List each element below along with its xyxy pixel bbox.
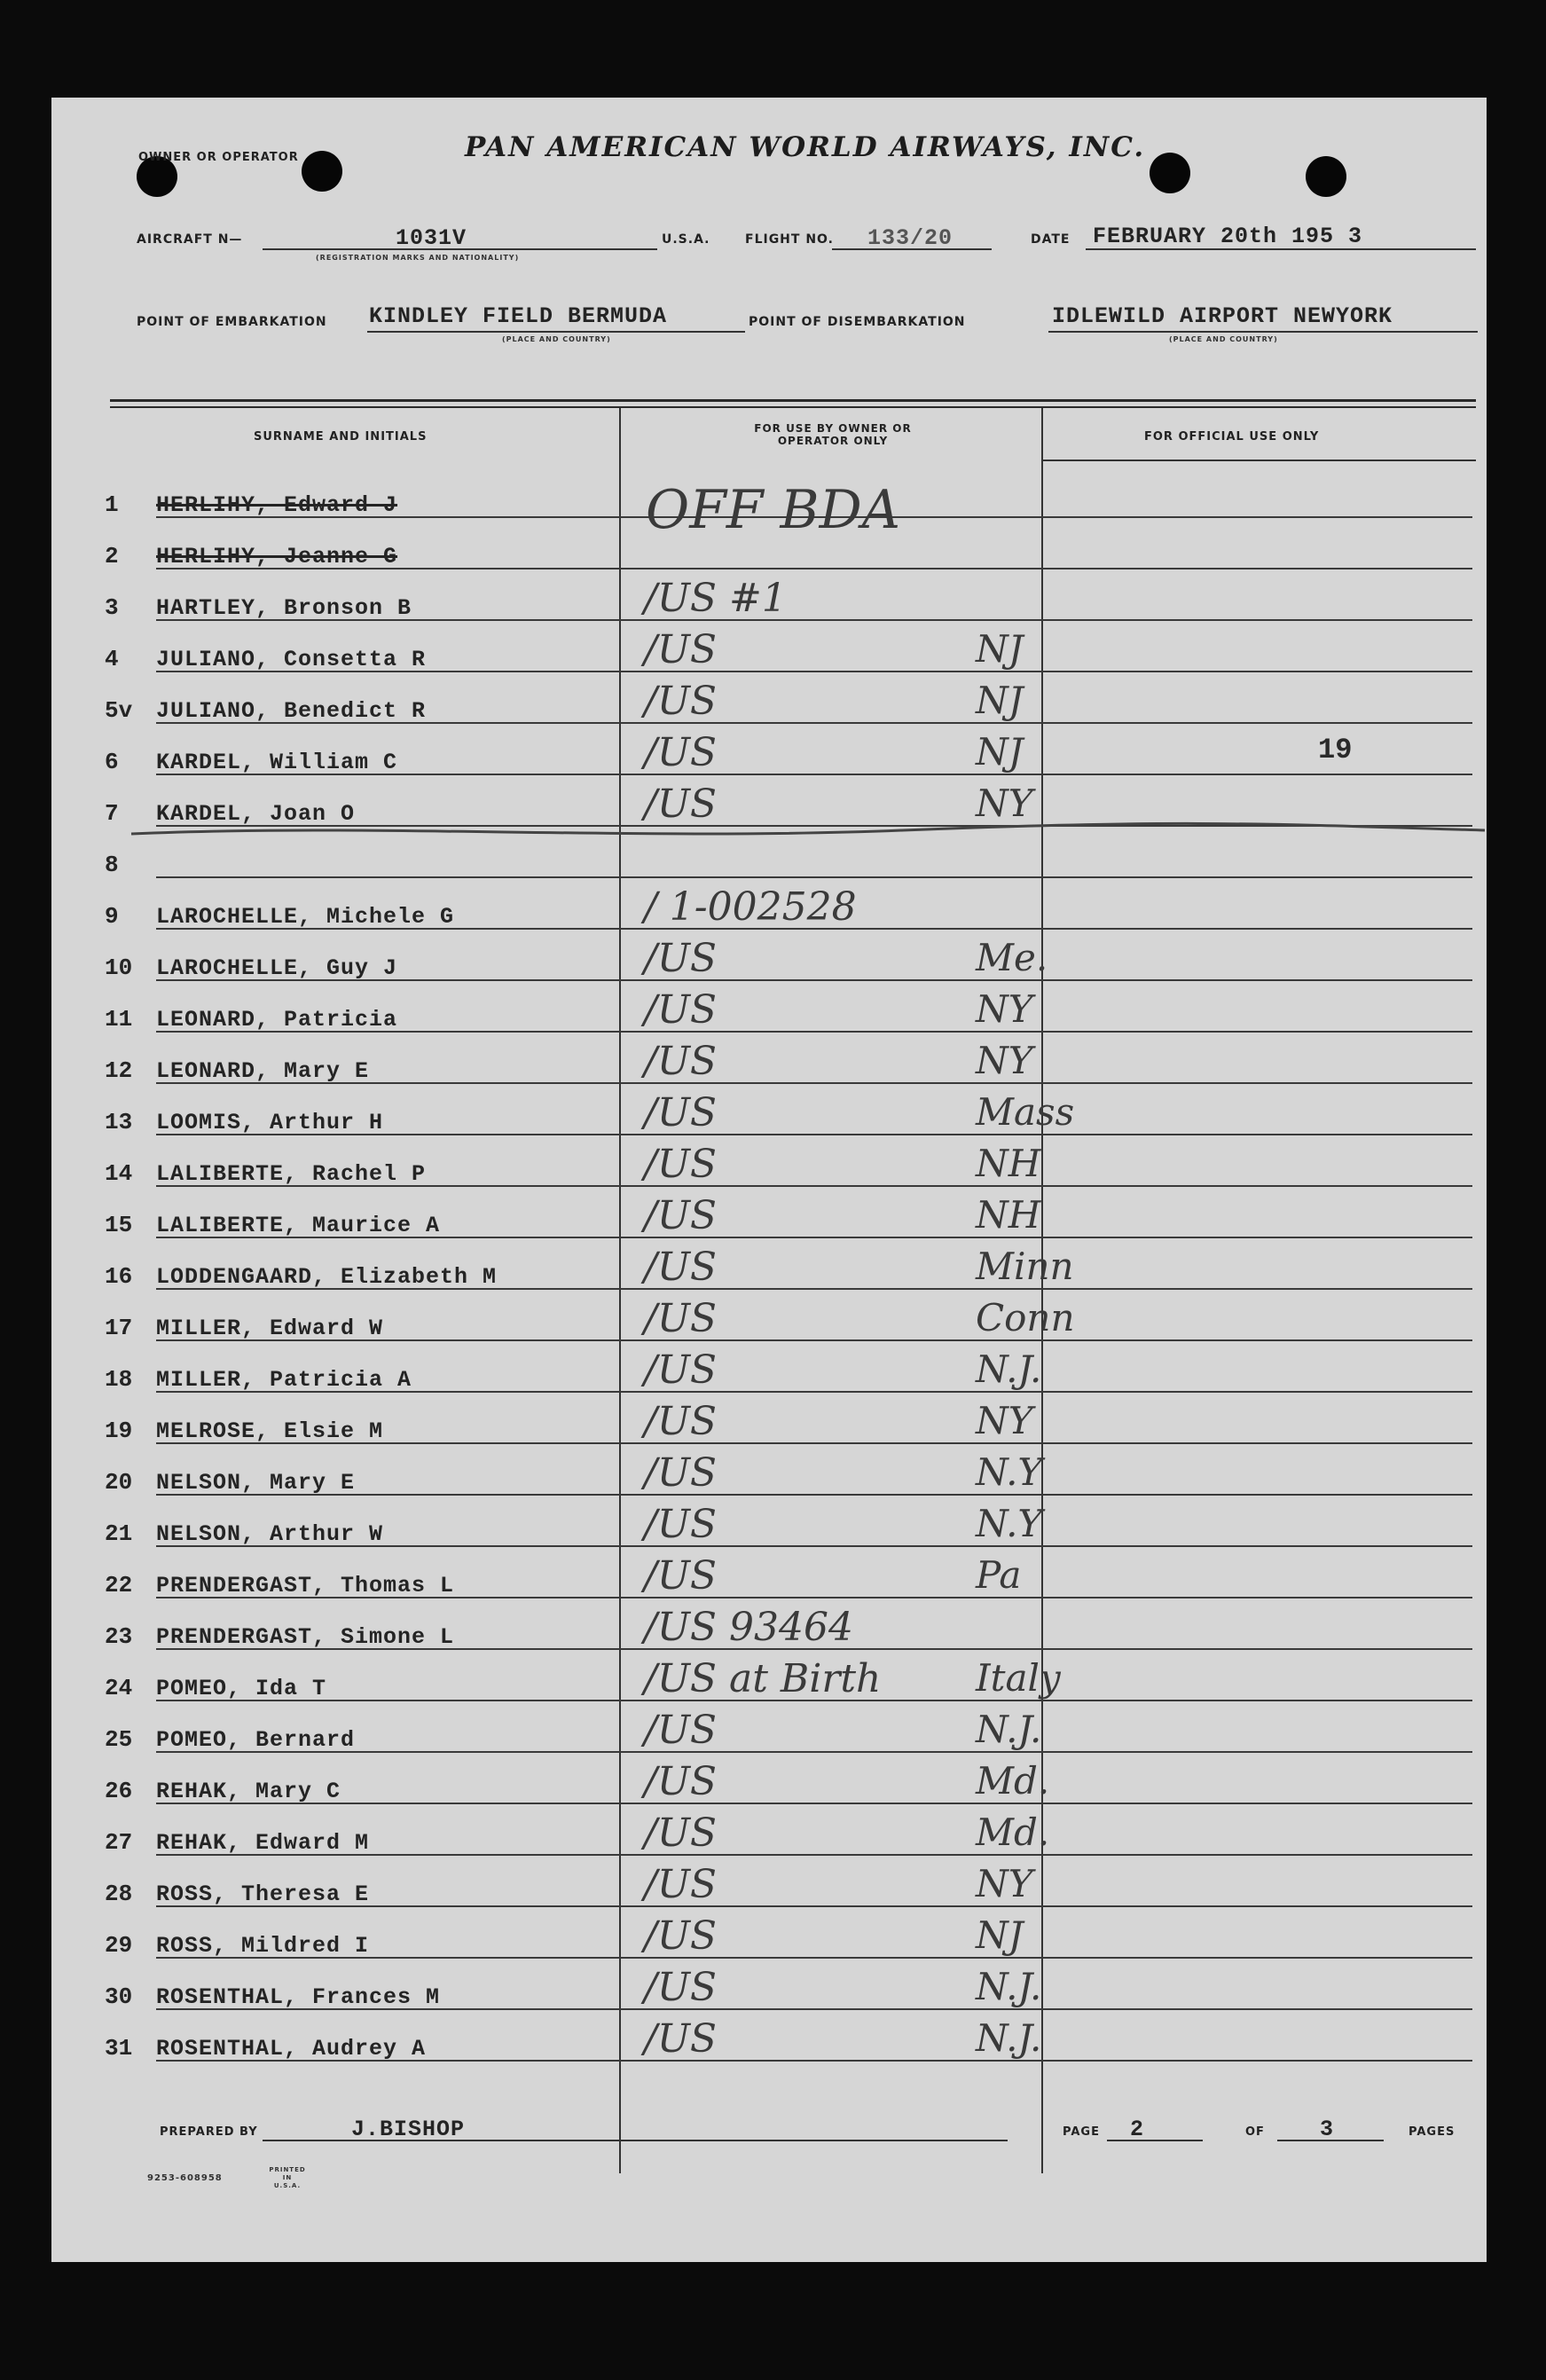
table-row	[51, 1242, 1488, 1293]
state-note: Italy	[976, 1656, 1061, 1700]
flight-value: 133/20	[867, 225, 953, 251]
state-note: NJ	[976, 730, 1024, 774]
owner-note: /US	[644, 1913, 718, 1959]
passenger-name: ROSENTHAL, Audrey A	[156, 2036, 427, 2062]
owner-note: /US	[644, 1965, 718, 2010]
passenger-name: LEONARD, Mary E	[156, 1058, 370, 1084]
owner-note: /US	[644, 1862, 718, 1907]
owner-note: /US	[644, 1296, 718, 1341]
passenger-name: MILLER, Patricia A	[156, 1367, 412, 1393]
passenger-name: LAROCHELLE, Michele G	[156, 904, 455, 930]
date-label: DATE	[1031, 232, 1071, 247]
usa-label: U.S.A.	[662, 232, 710, 247]
owner-note: /US	[644, 987, 718, 1033]
passenger-name: LALIBERTE, Maurice A	[156, 1213, 441, 1238]
embark-label: POINT OF EMBARKATION	[137, 315, 327, 329]
form-number: 9253-608958	[147, 2173, 223, 2183]
owner-note: /US 93464	[644, 1605, 854, 1650]
owner-note: / 1-002528	[644, 884, 857, 930]
page-value: 2	[1130, 2117, 1145, 2142]
state-note: N.J.	[976, 1708, 1042, 1751]
passenger-name: POMEO, Bernard	[156, 1727, 356, 1753]
row-number: 31	[105, 2035, 133, 2062]
row-number: 2	[105, 543, 119, 569]
owner-note: /US	[644, 1811, 718, 1856]
row-number: 11	[105, 1006, 133, 1033]
disembark-caption: (PLACE AND COUNTRY)	[1169, 335, 1278, 343]
owner-label: OWNER OR OPERATOR	[138, 151, 299, 164]
col-header-owner: FOR USE BY OWNER OR OPERATOR ONLY	[754, 422, 912, 447]
row-number: 5v	[105, 697, 133, 724]
owner-note: /US	[644, 1502, 718, 1547]
row-number: 19	[105, 1418, 133, 1444]
of-value: 3	[1320, 2117, 1335, 2142]
owner-note: /US at Birth	[644, 1656, 882, 1701]
row-number: 6	[105, 749, 119, 775]
row-number: 12	[105, 1057, 133, 1084]
table-row	[51, 1808, 1488, 1859]
strike-through-line	[105, 814, 1488, 850]
disembark-label: POINT OF DISEMBARKATION	[749, 315, 966, 329]
table-row	[51, 1653, 1488, 1705]
table-row	[51, 1190, 1488, 1242]
row-number: 7	[105, 800, 119, 827]
table-row	[51, 1962, 1488, 2014]
owner-note: /US	[644, 2016, 718, 2062]
row-number: 24	[105, 1675, 133, 1701]
table-row	[51, 933, 1488, 985]
owner-note: /US	[644, 1399, 718, 1444]
state-note: NJ	[976, 627, 1024, 671]
row-number: 25	[105, 1726, 133, 1753]
aircraft-label: AIRCRAFT N—	[137, 232, 243, 247]
state-note: NH	[976, 1193, 1041, 1237]
owner-note: /US	[644, 1347, 718, 1393]
owner-note: /US	[644, 1039, 718, 1084]
row-number: 28	[105, 1881, 133, 1907]
punch-hole	[302, 151, 342, 192]
row-number: 29	[105, 1932, 133, 1959]
owner-note: /US	[644, 730, 718, 775]
passenger-name: POMEO, Ida T	[156, 1676, 327, 1701]
row-number: 30	[105, 1983, 133, 2010]
owner-note: /US	[644, 1142, 718, 1187]
table-row	[51, 1859, 1488, 1911]
col-header-official: FOR OFFICIAL USE ONLY	[1144, 430, 1320, 444]
passenger-name: ROSENTHAL, Frances M	[156, 1984, 441, 2010]
table-row	[51, 470, 1488, 541]
owner-note: /US	[644, 679, 718, 724]
punch-hole	[1306, 156, 1346, 197]
passenger-name: MILLER, Edward W	[156, 1316, 384, 1341]
state-note: N.J.	[976, 1347, 1042, 1391]
owner-note: /US	[644, 1450, 718, 1496]
row-number: 9	[105, 903, 119, 930]
prepared-value: J.BISHOP	[351, 2117, 466, 2142]
owner-note: /US	[644, 1708, 718, 1753]
header-rule	[1043, 460, 1476, 461]
table-top-rule	[110, 399, 1476, 402]
passenger-name: NELSON, Mary E	[156, 1470, 356, 1496]
owner-note: /US	[644, 1193, 718, 1238]
table-row	[51, 1756, 1488, 1808]
col-header-names: SURNAME AND INITIALS	[254, 430, 428, 444]
table-row	[51, 624, 1488, 676]
owner-note: /US	[644, 627, 718, 672]
passenger-name: KARDEL, William C	[156, 750, 398, 775]
table-row	[51, 522, 1488, 573]
row-number: 10	[105, 954, 133, 981]
state-note: NY	[976, 782, 1033, 825]
prepared-label: PREPARED BY	[160, 2125, 258, 2139]
passenger-name: ROSS, Theresa E	[156, 1881, 370, 1907]
embark-caption: (PLACE AND COUNTRY)	[502, 335, 611, 343]
owner-note: /US	[644, 936, 718, 981]
passenger-name: LOOMIS, Arthur H	[156, 1110, 384, 1135]
row-number: 3	[105, 594, 119, 621]
table-row	[51, 1036, 1488, 1088]
row-number: 18	[105, 1366, 133, 1393]
table-row	[51, 985, 1488, 1036]
passenger-name: LODDENGAARD, Elizabeth M	[156, 1264, 498, 1290]
table-row	[51, 573, 1488, 624]
passenger-name: HERLIHY, Jeanne G	[156, 544, 398, 569]
row-number: 22	[105, 1572, 133, 1598]
state-note: N.J.	[976, 1965, 1042, 2008]
passenger-name: ROSS, Mildred I	[156, 1933, 370, 1959]
passenger-name: JULIANO, Consetta R	[156, 647, 427, 672]
table-row	[51, 1139, 1488, 1190]
state-note: Minn	[976, 1245, 1074, 1288]
flight-label: FLIGHT NO.	[745, 232, 834, 247]
row-number: 8	[105, 852, 119, 878]
disembark-value: IDLEWILD AIRPORT NEWYORK	[1052, 303, 1393, 329]
owner-note: /US	[644, 1553, 718, 1598]
row-number: 20	[105, 1469, 133, 1496]
state-note: N.Y	[976, 1450, 1043, 1494]
passenger-name: JULIANO, Benedict R	[156, 698, 427, 724]
table-row	[51, 1293, 1488, 1345]
state-note: Conn	[976, 1296, 1075, 1339]
table-row	[51, 1396, 1488, 1448]
table-row	[51, 1911, 1488, 1962]
table-row	[51, 1088, 1488, 1139]
date-value: FEBRUARY 20th 195 3	[1093, 224, 1363, 249]
row-number: 4	[105, 646, 119, 672]
state-note: NJ	[976, 1913, 1024, 1957]
table-row	[51, 1499, 1488, 1551]
table-row	[51, 2014, 1488, 2065]
state-note: NJ	[976, 679, 1024, 722]
owner-note: /US	[644, 1245, 718, 1290]
owner-note: /US	[644, 1090, 718, 1135]
passenger-name: MELROSE, Elsie M	[156, 1418, 384, 1444]
row-number: 17	[105, 1315, 133, 1341]
manifest-sheet	[51, 98, 1487, 2262]
state-note: NY	[976, 1399, 1033, 1442]
owner-note: /US	[644, 1759, 718, 1804]
passenger-name: NELSON, Arthur W	[156, 1521, 384, 1547]
state-note: N.Y	[976, 1502, 1043, 1545]
passenger-name: HARTLEY, Bronson B	[156, 595, 412, 621]
official-note: 19	[1318, 734, 1353, 766]
punch-hole	[1150, 153, 1190, 193]
state-note: NY	[976, 987, 1033, 1031]
table-row	[51, 676, 1488, 727]
state-note: NY	[976, 1862, 1033, 1905]
airline-name: PAN AMERICAN WORLD AIRWAYS, INC.	[465, 131, 1146, 163]
state-note: Me.	[976, 936, 1048, 979]
owner-note: /US	[644, 782, 718, 827]
row-number: 26	[105, 1778, 133, 1804]
state-note: N.J.	[976, 2016, 1042, 2060]
row-number: 23	[105, 1623, 133, 1650]
passenger-name: LALIBERTE, Rachel P	[156, 1161, 427, 1187]
table-row	[51, 1551, 1488, 1602]
state-note: NH	[976, 1142, 1041, 1185]
table-row	[51, 1448, 1488, 1499]
state-note: Mass	[976, 1090, 1075, 1134]
aircraft-value: 1031V	[396, 225, 467, 251]
owner-note: OFF BDA	[646, 479, 901, 541]
state-note: Md.	[976, 1759, 1050, 1803]
table-top-rule	[110, 406, 1476, 408]
passenger-name: LAROCHELLE, Guy J	[156, 955, 398, 981]
passenger-name: HERLIHY, Edward J	[156, 492, 398, 518]
state-note: Md.	[976, 1811, 1050, 1854]
pages-label: PAGES	[1409, 2125, 1456, 2139]
row-number: 14	[105, 1160, 133, 1187]
passenger-name: KARDEL, Joan O	[156, 801, 356, 827]
passenger-name: REHAK, Mary C	[156, 1779, 341, 1804]
row-number: 16	[105, 1263, 133, 1290]
state-note: Pa	[976, 1553, 1022, 1597]
table-row	[51, 882, 1488, 933]
owner-note: /US #1	[644, 576, 787, 621]
passenger-name: PRENDERGAST, Thomas L	[156, 1573, 455, 1598]
of-label: OF	[1245, 2125, 1265, 2139]
row-number: 21	[105, 1520, 133, 1547]
table-row	[51, 1345, 1488, 1396]
table-row	[51, 1602, 1488, 1653]
embark-value: KINDLEY FIELD BERMUDA	[369, 303, 668, 329]
page-label: PAGE	[1063, 2125, 1100, 2139]
printed-in-usa: PRINTED IN U.S.A.	[269, 2166, 306, 2189]
passenger-list	[51, 470, 1488, 2156]
row-number: 15	[105, 1212, 133, 1238]
passenger-name: REHAK, Edward M	[156, 1830, 370, 1856]
passenger-name: PRENDERGAST, Simone L	[156, 1624, 455, 1650]
row-number: 27	[105, 1829, 133, 1856]
row-number: 1	[105, 491, 119, 518]
passenger-name: LEONARD, Patricia	[156, 1007, 398, 1033]
table-row	[51, 727, 1488, 779]
row-number: 13	[105, 1109, 133, 1135]
aircraft-caption: (REGISTRATION MARKS AND NATIONALITY)	[316, 254, 520, 262]
table-row	[51, 1705, 1488, 1756]
state-note: NY	[976, 1039, 1033, 1082]
